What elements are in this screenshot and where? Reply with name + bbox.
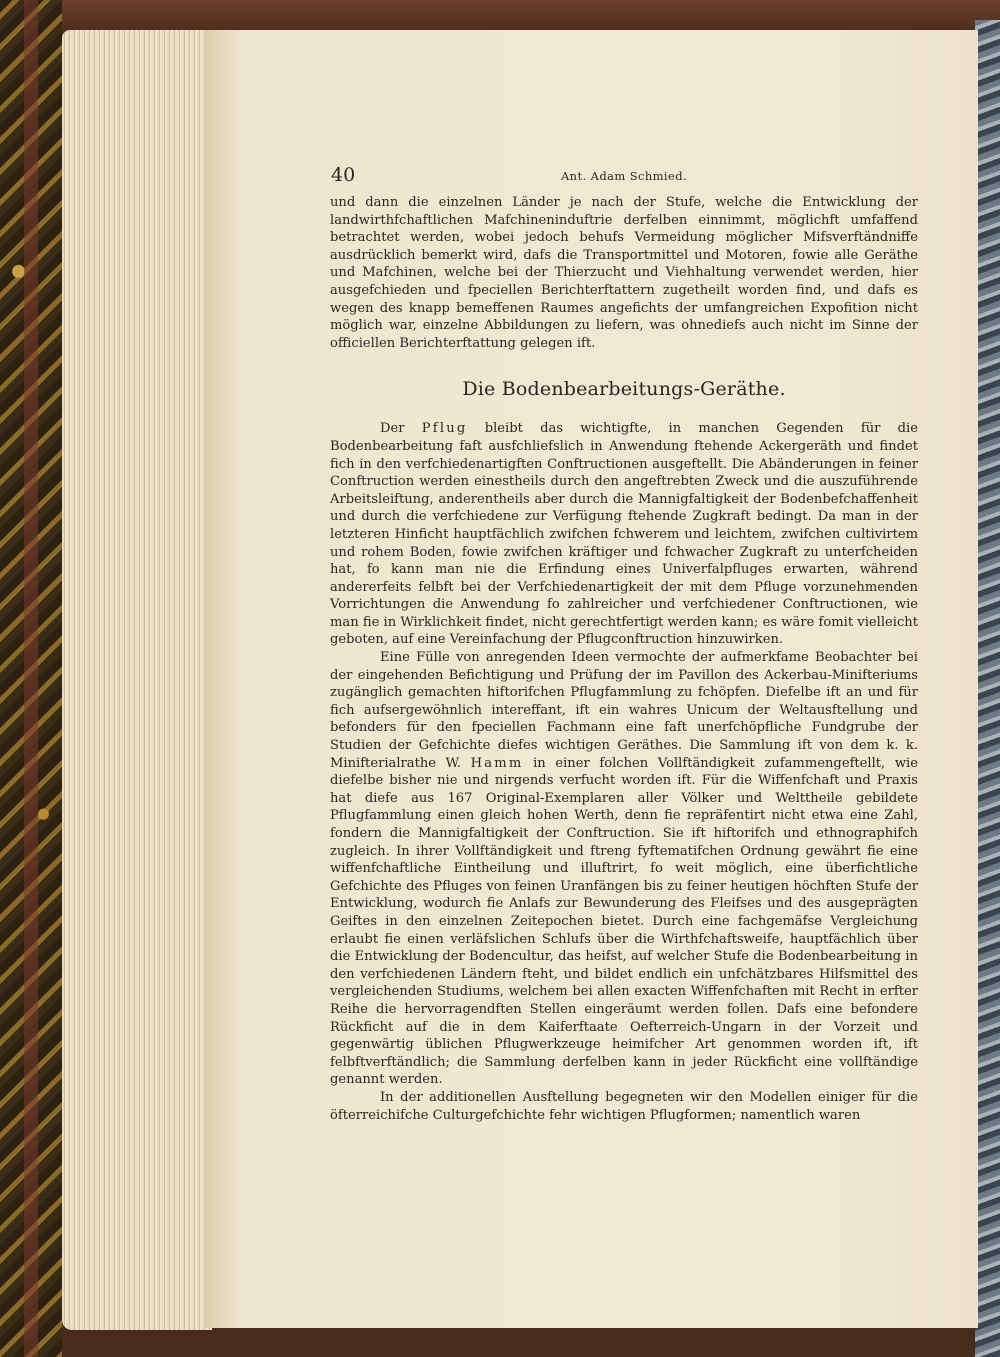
section-title: Die Bodenbearbeitungs-Geräthe. [462,378,786,401]
spaced-term-pflug: Pflug [421,421,468,437]
paragraph-body: bleibt das wichtigfte, in manchen Gegenden für die Bodenbearbeitung faft ausfchliefslich in Anwendung ftehende Ackergeräth und findet fich in den verfchiedenartigften Conftructionen ausgeftellt. Die Abänderungen in feiner Conftruction werden einestheils durch den angeftrebten Zweck und die auszuführende Arbeitsleiftung, anderentheils aber durch die Mannigfaltigkeit der Bodenbefchaffenheit und durch die verfchiedene zur Verfügung ftehende Zugkraft bedingt. Da man in der letzteren Hinficht hauptfächlich zwifchen fchwerem und leichtem, zwifchen cultivirtem und rohem Boden, fowie zwifchen kräftiger und fchwacher Zugkraft zu unterfcheiden hat, fo kann man nie die Erfindung eines Univerfalpfluges erwarten, während andererfeits felbft bei der Verfchiedenartigkeit der mit dem Pfluge vorzunehmenden Vorrichtungen die Anwendung fo zahlreicher und verfchiedener Conftructionen, wie man fie in Wirklichkeit findet, nicht gerechtfertigt werden kann; es wäre fomit vielleicht geboten, auf eine Vereinfachung der Pflugconftruction hinzuwirken. [330,421,918,648]
cover-leather-strip [24,0,38,1357]
paragraph-additional: In der additionellen Ausftellung begegneten wir den Modellen einiger für die öfterreichifche Culturgefchichte fehr wichtigen Pflugformen; namentlich waren [330,1089,918,1123]
book-spine-top [0,0,1000,34]
paragraph-lead: Eine Fülle von anregenden Ideen vermochte der aufmerkfame Beobachter bei der eingehenden Befichtigung und Prüfung der im Pavillon des Ackerbau-Minifteriums zugänglich gemachten hiftorifchen Pflugfammlung zu fchöpfen. Diefelbe ift an und für fich aufsergewöhnlich intereffant, ift ein wahres Unicum der Weltausftellung und befonders für den fpeciellen Fachmann eine faft unerfchöpfliche Fundgrube der Studien der Gefchichte diefes wichtigen Geräthes. Die Sammlung ift von dem k. k. Minifterialrathe W. [330,650,918,771]
paragraph-collection [330,649,918,1089]
marbled-cover-right [975,20,1000,1357]
page-header [330,160,918,194]
page-number: 40 [331,164,356,186]
paragraph-lead: Der [380,421,422,437]
paragraph-body: in einer folchen Vollftändigkeit zufammengeftellt, wie diefelbe bisher nie und nirgends verfucht worden ift. Für die Wiffenfchaft und Praxis hat diefe aus 167 Original-Exemplaren aller Völker und Welttheile gebildete Pflugfammlung einen gleich hohen Werth, denn fie repräfentirt nicht etwa eine Zahl, fondern die Mannigfaltigkeit der Conftruction. Sie ift hiftorifch und ethnographifch zugleich. In ihrer Vollftändigkeit und ftreng fyftematifchen Ordnung gewährt fie eine wiffenfchaftliche Eintheilung und illuftrirt, fo weit möglich, eine überfichtliche Gefchichte des Pfluges von feinen Uranfängen bis zu feiner heutigen höchften Stufe der Entwicklung, wodurch fie Anlafs zur Bewunderung des Fleifses und des ausgeprägten Geiftes in den einzelnen Zeitepochen bietet. Durch eine fachgemäfse Vergleichung erlaubt fie einen verläfslichen Schlufs über die Wirthfchaftsweife, hauptfächlich über die Entwicklung der Bodencultur, das heifst, auf welcher Stufe die Bodenbearbeitung in den verfchiedenen Ländern fteht, und bildet endlich ein unfchätzbares Hilfsmittel des vergleichenden Studiums, welchem bei allen exacten Wiffenfchaften mit Recht in erfter Reihe die hervorragendften Stellen eingeräumt werden follen. Dafs eine befondere Rückficht auf die in dem Kaiferftaate Oefterreich-Ungarn in der Vorzeit und gegenwärtig üblichen Pflugwerkzeuge heimifcher Art genommen worden ift, ift felbftverftändlich; die Sammlung derfelben kann in jeder Rückficht eine vollftändige genannt werden. [330,755,918,1088]
intro-paragraph: und dann die einzelnen Länder je nach der Stufe, welche die Entwicklung der landwirthfchaftlichen Mafchineninduftrie derfelben einnimmt, möglichft umfaffend betrachtet werden, wobei jedoch behufs Vermeidung möglicher Mifsverftändniffe ausdrücklich bemerkt wird, dafs die Transportmittel und Motoren, fowie alle Geräthe und Mafchinen, welche bei der Thierzucht und Viehhaltung verwendet werden, hier ausgefchieden und fpeciellen Berichterftattern zugetheilt worden find, und dafs es wegen des knapp bemeffenen Raumes angefichts der umfangreichen Expofition nicht möglich war, einzelne Abbildungen zu liefern, was ohnediefs auch nicht im Sinne der officiellen Berichterftattung gelegen ift. [330,195,918,351]
spaced-name-hamm: Hamm [470,755,524,771]
running-head: Ant. Adam Schmied. [560,169,688,183]
page-content [330,160,918,1124]
page-edges [62,30,212,1330]
paragraph-plough [330,420,918,649]
